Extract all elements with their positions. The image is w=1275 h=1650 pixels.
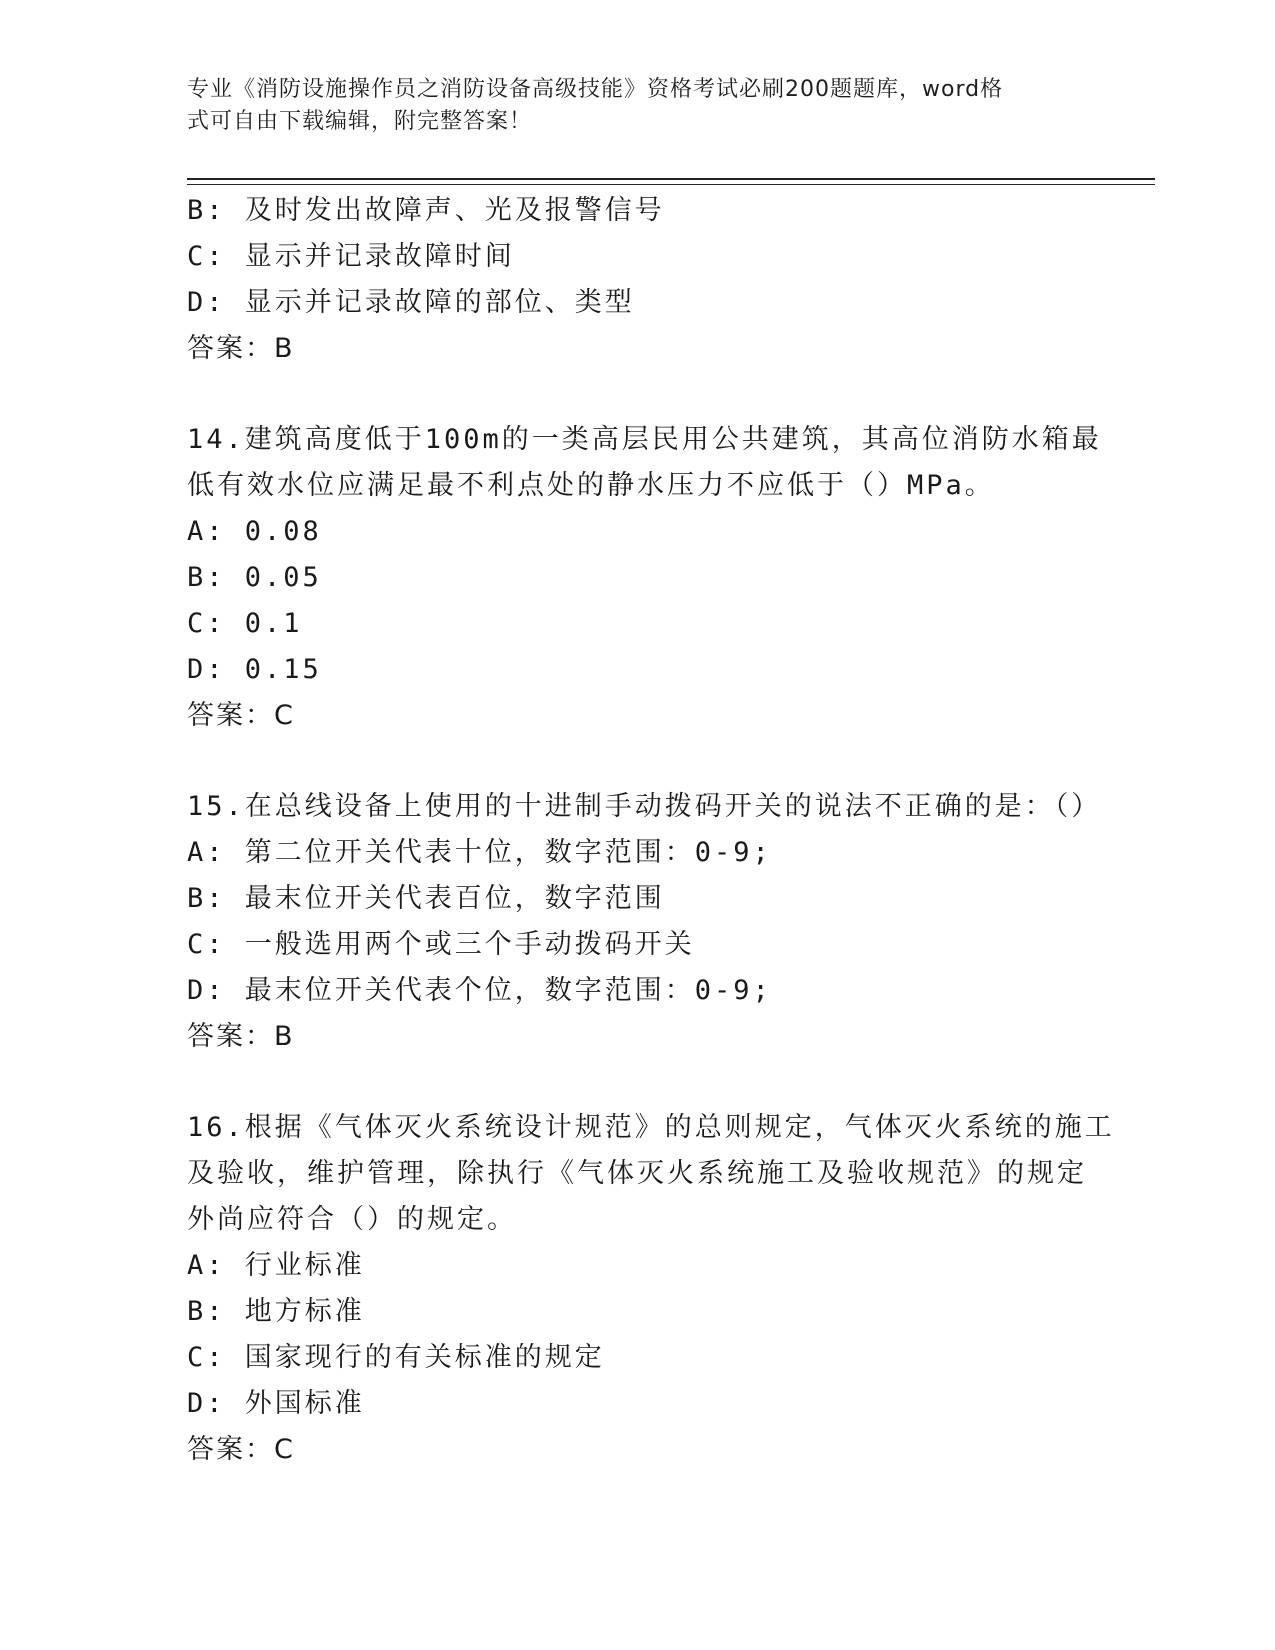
question-block-13 <box>187 188 1087 372</box>
answer-line: 答案：B <box>187 333 295 364</box>
option-c: C: 显示并记录故障时间 <box>187 241 515 272</box>
option-d: D: 外国标准 <box>187 1388 365 1419</box>
question-stem <box>187 1105 1115 1243</box>
option-a: A: 第二位开关代表十位，数字范围：0-9; <box>187 837 772 868</box>
page-header <box>187 74 1067 138</box>
header-rule-thin <box>187 184 1155 185</box>
stem-line: 低有效水位应满足最不利点处的静水压力不应低于（）MPa。 <box>187 470 995 501</box>
option-b: B: 最末位开关代表百位，数字范围 <box>187 883 665 914</box>
question-stem <box>187 417 1102 509</box>
option-a: A: 0.08 <box>187 516 322 547</box>
spacer <box>187 739 1087 784</box>
answer-line: 答案：C <box>187 1434 295 1465</box>
option-b: B: 0.05 <box>187 562 322 593</box>
header-line-1: 专业《消防设施操作员之消防设备高级技能》资格考试必刷200题题库，word格 <box>187 77 1004 102</box>
option-c: C: 0.1 <box>187 608 303 639</box>
option-a: A: 行业标准 <box>187 1250 365 1281</box>
question-block-15 <box>187 784 1102 1060</box>
stem-line: 15.在总线设备上使用的十进制手动拨码开关的说法不正确的是：（） <box>187 791 1102 822</box>
question-stem <box>187 784 1102 830</box>
question-block-16 <box>187 1105 1115 1473</box>
option-c: C: 一般选用两个或三个手动拨码开关 <box>187 929 695 960</box>
question-block-14 <box>187 417 1102 739</box>
option-b: B: 地方标准 <box>187 1296 365 1327</box>
option-d: D: 显示并记录故障的部位、类型 <box>187 287 635 318</box>
stem-line: 外尚应符合（）的规定。 <box>187 1204 517 1235</box>
header-rule-thick <box>187 178 1155 180</box>
stem-line: 14.建筑高度低于100m的一类高层民用公共建筑，其高位消防水箱最 <box>187 424 1102 455</box>
option-c: C: 国家现行的有关标准的规定 <box>187 1342 605 1373</box>
option-b: B: 及时发出故障声、光及报警信号 <box>187 195 665 226</box>
answer-line: 答案：C <box>187 700 295 731</box>
spacer <box>187 1060 1087 1105</box>
spacer <box>187 372 1087 417</box>
option-d: D: 0.15 <box>187 654 322 685</box>
answer-line: 答案：B <box>187 1021 295 1052</box>
stem-line: 16.根据《气体灭火系统设计规范》的总则规定，气体灭火系统的施工 <box>187 1112 1115 1143</box>
document-body <box>187 188 1115 1473</box>
header-line-2: 式可自由下载编辑，附完整答案！ <box>187 109 533 134</box>
option-d: D: 最末位开关代表个位，数字范围：0-9; <box>187 975 772 1006</box>
stem-line: 及验收，维护管理，除执行《气体灭火系统施工及验收规范》的规定 <box>187 1158 1087 1189</box>
